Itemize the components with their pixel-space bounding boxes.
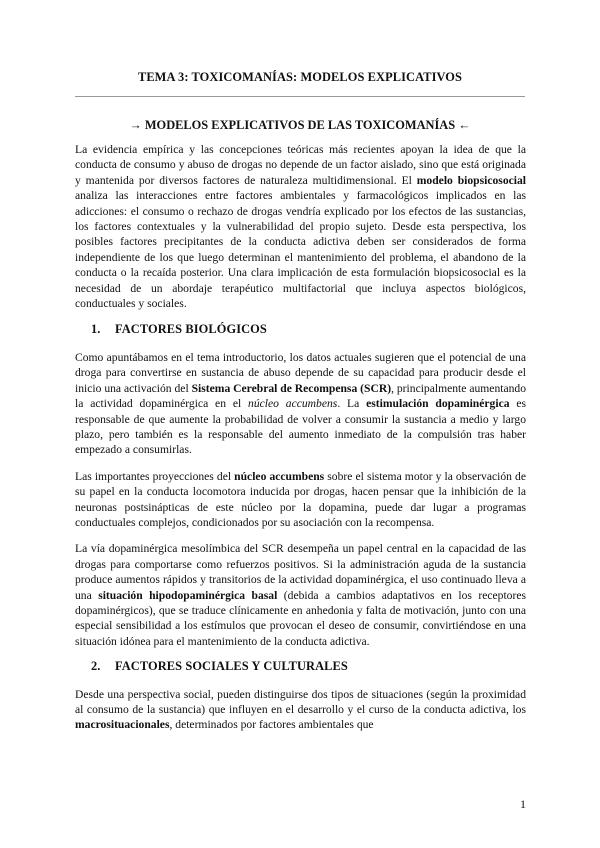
page-number: 1 — [520, 797, 526, 811]
section-title: → MODELOS EXPLICATIVOS DE LAS TOXICOMANÍAS ← — [129, 118, 471, 132]
heading-factores-sociales — [91, 659, 526, 674]
text-run: Como apuntábamos en el tema introductorio, los datos actuales sugieren que el potencial de una droga para convertirse en sustancia de abuso depende de su capacidad para producir desde el inicio una activación del — [75, 350, 526, 395]
text-run: sobre el sistema motor y la observación de su papel en la conducta locomotora inducida por drogas, hacen pensar que la inhibición de la neuronas postsinápticas de este núcleo por la dopamina, puede dar lugar a programas conductuales complejos, condicionados por su asociación con la recompensa. — [75, 469, 526, 529]
italic-term: núcleo accumbens — [248, 397, 338, 411]
text-run: La vía dopaminérgica mesolímbica del SCR desempeña un papel central en la capacidad de las drogas para comportarse como refuerzos positivos. Si la administración aguda de la sustancia produce aumentos rápidos y transitorios de la actividad dopaminérgica, el uso continuado lleva a una — [75, 542, 526, 602]
heading-factores-biologicos — [91, 322, 526, 337]
title-divider — [75, 96, 525, 97]
document-body — [75, 142, 526, 744]
text-run: . La — [337, 397, 367, 411]
text-run: Las importantes proyecciones del — [75, 469, 235, 483]
bold-term: núcleo accumbens — [234, 469, 325, 483]
text-run: , determinados por factores ambientales que — [169, 718, 374, 732]
paragraph-biologicos-2 — [75, 469, 526, 531]
text-run: Desde una perspectiva social, pueden distinguirse dos tipos de situaciones (según la proximidad al consumo de la sustancia) que influyen en el desarrollo y el curso de la conducta adictiva, los — [75, 687, 526, 716]
heading-text: FACTORES BIOLÓGICOS — [115, 322, 267, 337]
text-run: , principalmente aumentando la actividad dopaminérgica en el — [75, 381, 526, 411]
intro-paragraph — [75, 142, 526, 311]
bold-term: modelo biopsicosocial — [416, 173, 526, 187]
heading-number: 2. — [91, 659, 101, 674]
text-run: es responsable de que aumente la probabilidad de volver a consumir la sustancia a medio y largo plazo, pero también es la responsable del aumento inmediato de la compulsión tras haber empezado a consumirlas. — [75, 397, 527, 457]
text-run: analiza las interacciones entre factores ambientales y farmacológicos implicados en las adicciones: el consumo o rechazo de drogas vendría explicado por los efectos de las sustancias, los factores contextuales y la vulnerabilidad del propio sujeto. Desde esta perspectiva, los posibles factores precipitantes de la conducta adictiva deben ser considerados de forma independiente de los que luego determinan el mantenimiento del problema, el abandono de la conducta o la recaída posterior. Una clara implicación de esta formulación biopsicosocial es la necesidad de un abordaje terapéutico multifactorial que incluya aspectos biológicos, conductuales y sociales. — [75, 189, 526, 311]
text-run: (debida a cambios adaptativos en los receptores dopaminérgicos), que se traduce clínicamente en anhedonia y falta de motivación, junto con una especial sensibilidad a los estímulos que provocan el deseo de consumir, convirtiéndose en una situación idónea para el mantenimiento de la conducta adictiva. — [75, 588, 526, 648]
bold-term: Sistema Cerebral de Recompensa (SCR) — [191, 381, 392, 395]
paragraph-biologicos-1 — [75, 350, 526, 458]
bold-term: macrosituacionales — [75, 718, 170, 732]
paragraph-sociales-1 — [75, 687, 526, 733]
heading-text: FACTORES SOCIALES Y CULTURALES — [115, 659, 348, 674]
bold-term: situación hipodopaminérgica basal — [98, 588, 278, 602]
bold-term: estimulación dopaminérgica — [366, 397, 510, 411]
document-title: TEMA 3: TOXICOMANÍAS: MODELOS EXPLICATIVOS — [137, 70, 463, 84]
paragraph-biologicos-3 — [75, 541, 526, 649]
heading-number: 1. — [91, 322, 101, 337]
text-run: La evidencia empírica y las concepciones teóricas más recientes apoyan la idea de que la conducta de consumo y abuso de drogas no depende de un factor aislado, sino que está originada y mantenida por diversos factores de naturaleza multidimensional. El — [75, 143, 526, 187]
